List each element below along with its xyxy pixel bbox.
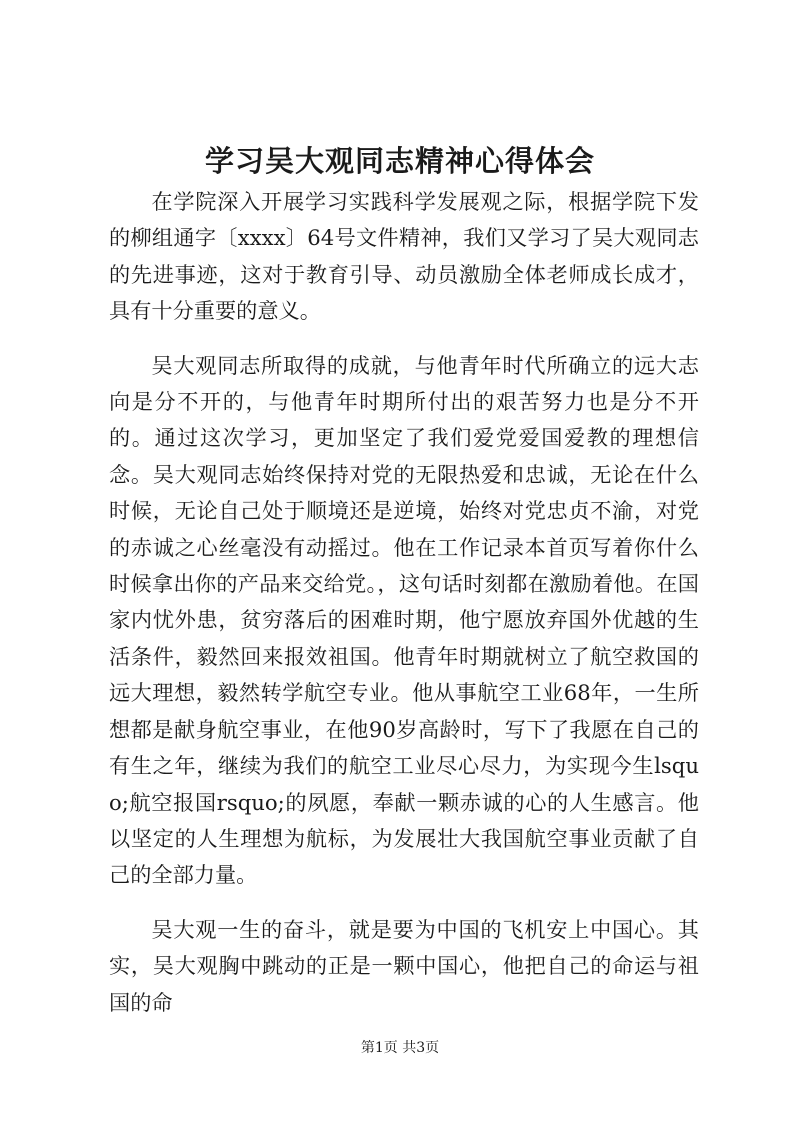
paragraph-intro: 在学院深入开展学习实践科学发展观之际，根据学院下发的柳组通字〔xxxx〕64号文件精神，我们又学习了吴大观同志的先进事迹，这对于教育引导、动员激励全体老师成长成才，具有十分重要的意义。	[109, 189, 699, 324]
paragraph-chinese-heart: 吴大观一生的奋斗，就是要为中国的飞机安上中国心。其实，吴大观胸中跳动的正是一颗中国心，他把自己的命运与祖国的命	[109, 916, 699, 1015]
page-title: 学习吴大观同志精神心得体会	[204, 144, 595, 178]
page-number-footer: 第1页 共3页	[360, 1040, 440, 1056]
document-body	[109, 184, 699, 1039]
paragraph-achievements: 吴大观同志所取得的成就，与他青年时代所确立的远大志向是分不开的，与他青年时期所付出的艰苦努力也是分不开的。通过这次学习，更加坚定了我们爱党爱国爱教的理想信念。吴大观同志始终保持对党的无限热爱和忠诚，无论在什么时候，无论自己处于顺境还是逆境，始终对党忠贞不渝，对党的赤诚之心丝毫没有动摇过。他在工作记录本首页写着你什么时候拿出你的产品来交给党。，这句话时刻都在激励着他。在国家内忧外患，贫穷落后的困难时期，他宁愿放弃国外优越的生活条件，毅然回来报效祖国。他青年时期就树立了航空救国的远大理想，毅然转学航空专业。他从事航空工业68年，一生所想都是献身航空事业，在他90岁高龄时，写下了我愿在自己的有生之年，继续为我们的航空工业尽心尽力，为实现今生lsquo;航空报国rsquo;的夙愿，奉献一颗赤诚的心的人生感言。他以坚定的人生理想为航标，为发展壮大我国航空事业贡献了自己的全部力量。	[109, 352, 699, 888]
